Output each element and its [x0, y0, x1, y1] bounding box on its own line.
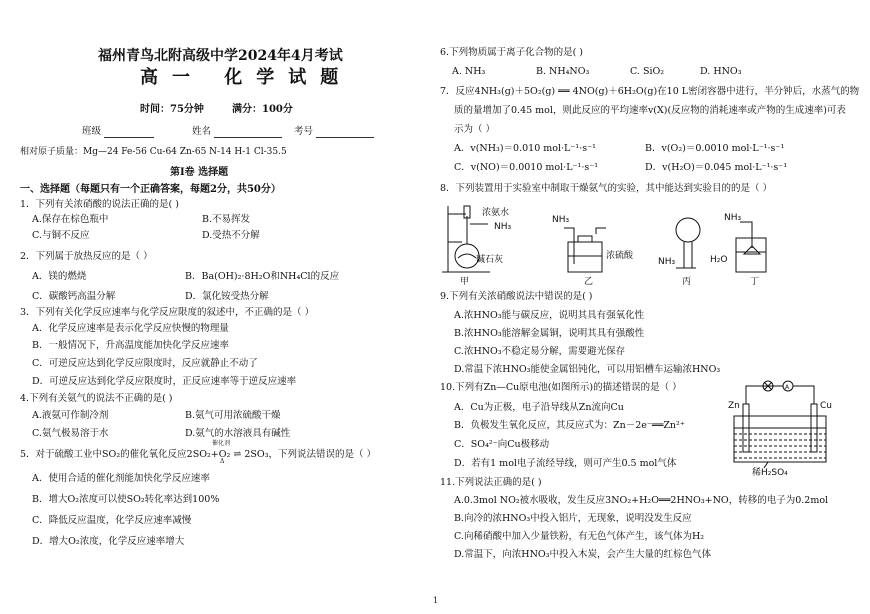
name-label: 姓名: [192, 126, 212, 137]
option: C.氨气极易溶于水: [32, 428, 109, 439]
option: C．降低反应温度，化学反应速率减慢: [32, 515, 192, 526]
number-label: 考号: [294, 126, 314, 137]
question-stem: 8．下列装置用于实验室中制取干燥氨气的实验，其中能达到实验目的的是（ ）: [440, 183, 773, 194]
option: C．可逆反应达到化学反应限度时，反应就静止不动了: [32, 358, 258, 369]
question-stem: 9.下列有关浓硝酸说法中错误的是( ): [440, 291, 593, 302]
option: A．镁的燃烧: [32, 271, 87, 282]
heat-label: Δ: [220, 458, 225, 465]
option: A.液氨可作制冷剂: [32, 410, 109, 421]
option: C．v(NO)＝0.0010 mol·L⁻¹·s⁻¹: [454, 162, 599, 173]
section-intro: 一、选择题（每题只有一个正确答案，每题2分，共50分）: [20, 184, 281, 195]
option: D．若有1 mol电子流经导线，则可产生0.5 mol气体: [454, 458, 677, 469]
option: C.浓HNO₃不稳定易分解，需要避光保存: [454, 346, 626, 357]
option: D．增大O₂浓度，化学反应速率增大: [32, 536, 185, 547]
question-stem: 1．下列有关浓硝酸的说法正确的是( ): [20, 199, 179, 210]
fig-label: 甲: [460, 277, 470, 287]
option: A.浓HNO₃能与碳反应，说明其具有强氧化性: [454, 310, 645, 321]
fig-label: Cu: [820, 401, 832, 411]
fig-label: 稀H₂SO₄: [752, 468, 788, 478]
option: A．使用合适的催化剂能加快化学反应速率: [32, 473, 210, 484]
option: A．Cu为正极，电子沿导线从Zn流向Cu: [454, 402, 624, 413]
option: D．可逆反应达到化学反应限度时，正反应速率等于逆反应速率: [32, 376, 297, 387]
question-stem: 5．对于硫酸工业中SO₂的催化氧化反应2SO₂+O₂ ⇌ 2SO₃，下列说法错误的是（ ）: [20, 449, 377, 460]
question-stem: 2．下列属于放热反应的是（ ）: [20, 251, 153, 262]
fig-label: Zn: [728, 401, 740, 411]
option: B．增大O₂浓度可以使SO₂转化率达到100%: [32, 494, 220, 505]
option: C.与铜不反应: [32, 230, 90, 241]
option: B．v(O₂)＝0.0010 mol·L⁻¹·s⁻¹: [645, 143, 785, 154]
option: B.向冷的浓HNO₃中投入铝片，无现象，说明没发生反应: [454, 513, 692, 524]
apparatus-bing: [676, 218, 700, 268]
name-field[interactable]: [214, 137, 282, 138]
option: D．氯化铵受热分解: [185, 291, 269, 302]
question-stem-cont: 示为（ ）: [454, 124, 496, 135]
question-stem: 11.下列说法正确的是( ): [440, 477, 542, 488]
question-stem: 7．反应4NH₃(g)＋5O₂(g) ══ 4NO(g)＋6H₂O(g)在10 L密闭容器中进行，半分钟后，水蒸气的物: [440, 86, 860, 97]
option: C．SO₄²⁻向Cu极移动: [454, 439, 550, 450]
option: A.保存在棕色瓶中: [32, 214, 109, 225]
number-field[interactable]: [316, 137, 374, 138]
class-field[interactable]: [104, 137, 154, 138]
option: B.不易挥发: [202, 214, 251, 225]
atomic-mass: 相对原子质量：Mg—24 Fe-56 Cu-64 Zn-65 N-14 H-1 Cl-35.5: [20, 147, 287, 157]
apparatus-ding: [736, 222, 766, 272]
option: A．v(NH₃)＝0.010 mol·L⁻¹·s⁻¹: [454, 143, 596, 154]
fig-label: 乙: [584, 277, 594, 287]
fig-label: 碱石灰: [476, 255, 504, 265]
fig-label: NH₃: [552, 215, 570, 225]
volume-title: 第Ⅰ卷 选择题: [170, 167, 229, 178]
option: D．v(H₂O)＝0.045 mol·L⁻¹·s⁻¹: [645, 162, 788, 173]
option: C.向稀硝酸中加入少量铁粉，有无色气体产生，该气体为H₂: [454, 531, 705, 542]
apparatus-yi: [564, 228, 606, 272]
fig-label: 丙: [682, 277, 692, 287]
exam-time: 时间：75分钟: [140, 104, 204, 115]
fig-label: 浓氨水: [482, 208, 510, 218]
school-title: 福州青鸟北附高级中学2024年4月考试: [98, 48, 343, 64]
fig-label: NH₃: [658, 257, 676, 267]
option: D.常温下浓HNO₃能使金属铝钝化，可以用铝槽车运输浓HNO₃: [454, 364, 721, 375]
option: A.0.3mol NO₂被水吸收，发生反应3NO₂+H₂O══2HNO₃+NO，转移的电子为0.2mol: [454, 495, 829, 506]
fig-label: 丁: [750, 277, 760, 287]
option: D.常温下，向浓HNO₃中投入木炭，会产生大量的红棕色气体: [454, 549, 711, 560]
option: B．一般情况下，升高温度能加快化学反应速率: [32, 340, 229, 351]
option: C．碳酸钙高温分解: [32, 291, 116, 302]
page-number: 1: [433, 596, 439, 605]
question-stem: 4.下列有关氨气的说法不正确的是( ): [20, 393, 173, 404]
question-stem: 6.下列物质属于离子化合物的是( ): [440, 47, 583, 58]
option: B.浓HNO₃能溶解金属铜，说明其具有强酸性: [454, 328, 645, 339]
option: B．Ba(OH)₂·8H₂O和NH₄Cl的反应: [185, 271, 340, 282]
galvanic-cell-figure: [728, 378, 838, 478]
option: D.受热不分解: [202, 230, 260, 241]
option: A. NH₃: [452, 66, 486, 77]
option: B．负极发生氧化反应，其反应式为：Zn－2e⁻══Zn²⁺: [454, 420, 685, 431]
question-stem-cont: 质的量增加了0.45 mol，则此反应的平均速率v(X)(反应物的消耗速率或产物的生成速率)可表: [454, 105, 846, 116]
fig-label: NH₃: [724, 213, 742, 223]
question-stem: 3．下列有关化学反应速率与化学反应限度的叙述中，不正确的是（ ）: [20, 307, 315, 318]
fig-label: 浓硫酸: [606, 251, 634, 261]
option: B.氨气可用浓硫酸干燥: [185, 410, 281, 421]
ammeter-label: A: [785, 384, 790, 391]
option: B. NH₄NO₃: [536, 66, 590, 77]
option: C. SiO₂: [630, 66, 665, 77]
option: D. HNO₃: [700, 66, 742, 77]
exam-score: 满分：100分: [232, 104, 293, 115]
catalyst-label: 催化剂: [212, 440, 231, 447]
exam-title: 高一 化学试题: [140, 67, 353, 88]
apparatus-figure: [440, 198, 860, 288]
fig-label: H₂O: [710, 255, 728, 265]
option: A．化学反应速率是表示化学反应快慢的物理量: [32, 323, 229, 334]
question-stem: 10.下列有Zn—Cu原电池(如图所示)的描述错误的是（ ）: [440, 382, 682, 393]
fig-label: NH₃: [494, 222, 512, 232]
class-label: 班级: [82, 126, 102, 137]
option: D.氨气的水溶液具有碱性: [185, 428, 291, 439]
